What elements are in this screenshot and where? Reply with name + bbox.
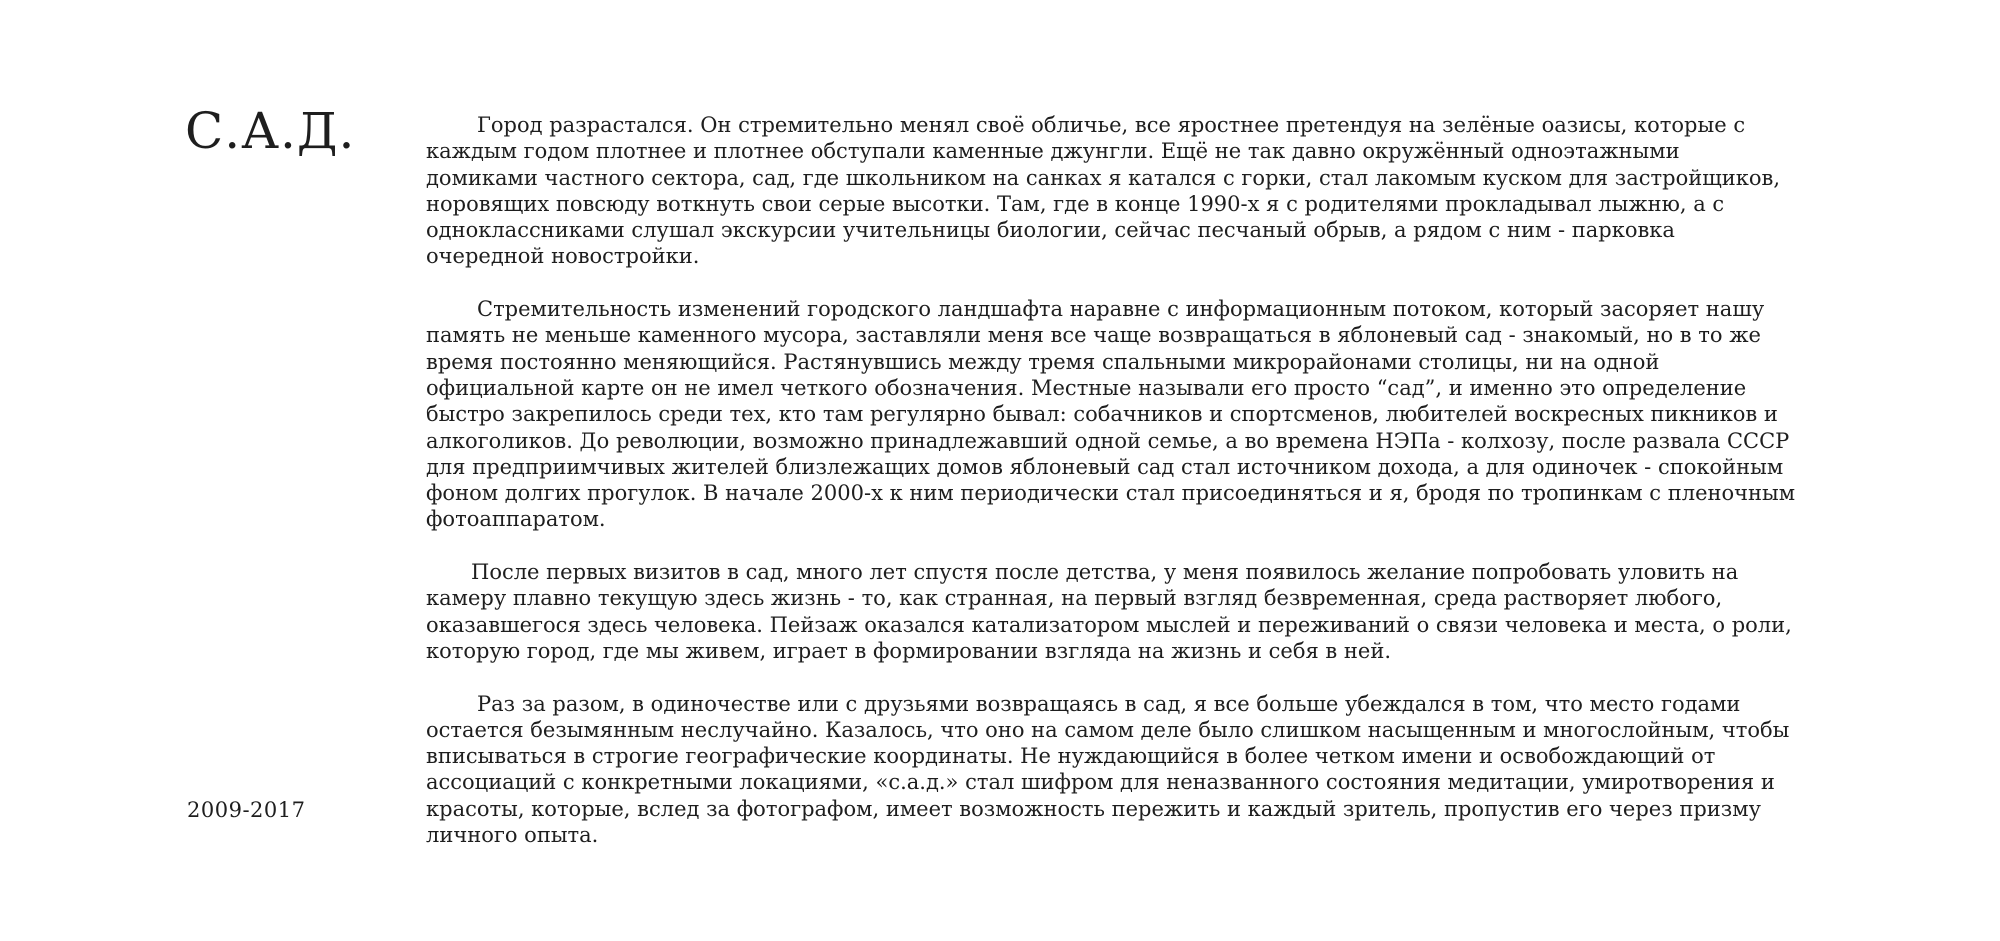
paragraph-4: Раз за разом, в одиночестве или с друзьями возвращаясь в сад, я все больше убеждался в том, что место годами остается безымянным неслучайно. Казалось, что оно на самом деле было слишком насыщенным и многослойным, чтобы вписываться в строгие географические координаты. Не нуждающийся в более четком имени и освобождающий от ассоциаций с конкретными локациями, «с.а.д.» стал шифром для неназванного состояния медитации, умиротворения и красоты, которые, вслед за фотографом, имеет возможность пережить и каждый зритель, пропустив его через призму личного опыта. — [426, 691, 1790, 848]
paragraph-2: Стремительность изменений городского ландшафта наравне с информационным потоком, который засоряет нашу память не меньше каменного мусора, заставляли меня все чаще возвращаться в яблоневый сад - знакомый, но в то же время постоянно меняющийся. Растянувшись между тремя спальными микрорайонами столицы, ни на одной официальной карте он не имел четкого обозначения. Местные называли его просто “сад”, и именно это определение быстро закрепилось среди тех, кто там регулярно бывал: собачников и спортсменов, любителей воскресных пикников и алкоголиков. До революции, возможно принадлежавший одной семье, а во времена НЭПа - колхозу, после развала СССР для предприимчивых жителей близлежащих домов яблоневый сад стал источником дохода, а для одиночек - спокойным фоном долгих прогулок. В начале 2000-х к ним периодически стал присоединяться и я, бродя по тропинкам с пленочным фотоаппаратом. — [426, 297, 1796, 532]
paragraph-3: После первых визитов в сад, много лет спустя после детства, у меня появилось желание попробовать уловить на камеру плавно текущую здесь жизнь - то, как странная, на первый взгляд безвременная, среда растворяет любого, оказавшегося здесь человека. Пейзаж оказался катализатором мыслей и переживаний о связи человека и места, о роли, которую город, где мы живем, играет в формировании взгляда на жизнь и себя в ней. — [426, 560, 1792, 663]
project-description — [426, 112, 1798, 875]
page-title: С.А.Д. — [185, 102, 356, 160]
project-years: 2009-2017 — [187, 798, 306, 822]
paragraph-1: Город разрастался. Он стремительно менял своё обличье, все яростнее претендуя на зелёные оазисы, которые с каждым годом плотнее и плотнее обступали каменные джунгли. Ещё не так давно окружённый одноэтажными домиками частного сектора, сад, где школьником на санках я катался с горки, стал лакомым куском для застройщиков, норовящих повсюду воткнуть свои серые высотки. Там, где в конце 1990-х я с родителями прокладывал лыжню, а с одноклассниками слушал экскурсии учительницы биологии, сейчас песчаный обрыв, а рядом с ним - парковка очередной новостройки. — [426, 113, 1781, 269]
